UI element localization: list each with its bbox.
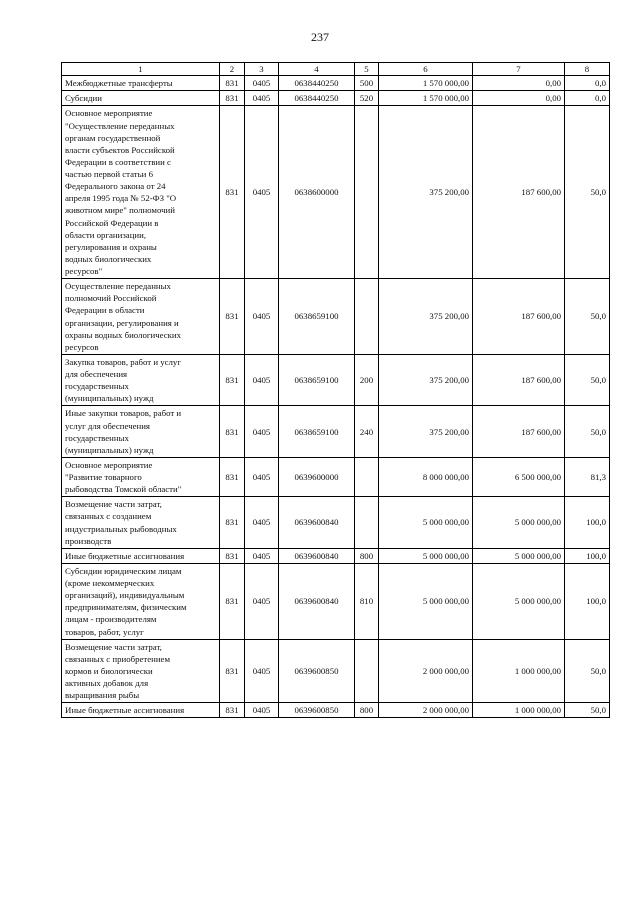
target-article-cell: 0638659100: [279, 354, 355, 406]
percent-cell: 100,0: [565, 497, 610, 549]
expense-type-cell: 200: [355, 354, 379, 406]
planned-amount-cell: 8 000 000,00: [379, 457, 473, 496]
executed-amount-cell: 0,00: [473, 91, 565, 106]
planned-amount-cell: 5 000 000,00: [379, 497, 473, 549]
percent-cell: 50,0: [565, 354, 610, 406]
column-header: 2: [220, 63, 245, 76]
row-name-cell: [62, 563, 220, 639]
row-name-text: Основное мероприятие "Осуществление переданных органам государственной власти субъектов Российской Федерации в соответствии с частью первой статьи 6 Федерального закона от 24 апреля 1995 года № 52-ФЗ "О животном мире" полномочий Российской Федерации в области организации, регулирования и охраны водных биологических ресурсов": [65, 108, 177, 276]
expense-type-cell: [355, 497, 379, 549]
row-name-cell: [62, 639, 220, 703]
percent-cell: 0,0: [565, 91, 610, 106]
expense-type-cell: 240: [355, 406, 379, 458]
section-cell: 0405: [245, 563, 279, 639]
table-row: [62, 91, 610, 106]
table-row: [62, 354, 610, 406]
planned-amount-cell: 5 000 000,00: [379, 548, 473, 563]
row-name-cell: [62, 548, 220, 563]
section-cell: 0405: [245, 703, 279, 718]
target-article-cell: 0638440250: [279, 76, 355, 91]
executed-amount-cell: 1 000 000,00: [473, 639, 565, 703]
target-article-cell: 0639600840: [279, 548, 355, 563]
code-cell: 831: [220, 279, 245, 355]
code-cell: 831: [220, 703, 245, 718]
row-name-text: Иные бюджетные ассигнования: [65, 550, 185, 561]
row-name-text: Закупка товаров, работ и услуг для обеспечения государственных (муниципальных) нужд: [65, 356, 181, 404]
percent-cell: 50,0: [565, 639, 610, 703]
target-article-cell: 0638659100: [279, 279, 355, 355]
section-cell: 0405: [245, 106, 279, 279]
table-row: [62, 406, 610, 458]
row-name-cell: [62, 497, 220, 549]
row-name-text: Субсидии: [65, 93, 102, 104]
table-row: [62, 563, 610, 639]
planned-amount-cell: 2 000 000,00: [379, 703, 473, 718]
executed-amount-cell: 187 600,00: [473, 354, 565, 406]
row-name-cell: [62, 457, 220, 496]
expense-type-cell: 520: [355, 91, 379, 106]
percent-cell: 0,0: [565, 76, 610, 91]
row-name-cell: [62, 406, 220, 458]
column-header: 3: [245, 63, 279, 76]
row-name-text: Возмещение части затрат, связанных с созданием индустриальных рыбоводных производств: [65, 499, 177, 546]
budget-table: [61, 62, 610, 718]
table-row: [62, 639, 610, 703]
code-cell: 831: [220, 497, 245, 549]
section-cell: 0405: [245, 91, 279, 106]
executed-amount-cell: 6 500 000,00: [473, 457, 565, 496]
executed-amount-cell: 0,00: [473, 76, 565, 91]
code-cell: 831: [220, 563, 245, 639]
percent-cell: 100,0: [565, 548, 610, 563]
code-cell: 831: [220, 91, 245, 106]
section-cell: 0405: [245, 639, 279, 703]
planned-amount-cell: 2 000 000,00: [379, 639, 473, 703]
row-name-text: Иные бюджетные ассигнования: [65, 705, 185, 716]
table-row: [62, 279, 610, 355]
row-name-cell: [62, 91, 220, 106]
executed-amount-cell: 5 000 000,00: [473, 497, 565, 549]
column-header: 6: [379, 63, 473, 76]
planned-amount-cell: 5 000 000,00: [379, 563, 473, 639]
row-name-text: Иные закупки товаров, работ и услуг для обеспечения государственных (муниципальных) нужд: [65, 408, 182, 455]
row-name-text: Основное мероприятие "Развитие товарного рыбоводства Томской области": [65, 459, 182, 495]
target-article-cell: 0639600850: [279, 703, 355, 718]
row-name-text: Межбюджетные трансферты: [65, 78, 173, 89]
section-cell: 0405: [245, 279, 279, 355]
code-cell: 831: [220, 639, 245, 703]
expense-type-cell: 800: [355, 548, 379, 563]
expense-type-cell: [355, 106, 379, 279]
row-name-text: Осуществление переданных полномочий Российской Федерации в области организации, регулирования и охраны водных биологических ресурсов: [65, 281, 182, 352]
column-header: 4: [279, 63, 355, 76]
table-body: [62, 76, 610, 718]
code-cell: 831: [220, 406, 245, 458]
row-name-cell: [62, 354, 220, 406]
expense-type-cell: [355, 457, 379, 496]
section-cell: 0405: [245, 406, 279, 458]
percent-cell: 81,3: [565, 457, 610, 496]
section-cell: 0405: [245, 548, 279, 563]
section-cell: 0405: [245, 497, 279, 549]
expense-type-cell: [355, 279, 379, 355]
executed-amount-cell: 187 600,00: [473, 406, 565, 458]
executed-amount-cell: 5 000 000,00: [473, 563, 565, 639]
section-cell: 0405: [245, 354, 279, 406]
target-article-cell: 0639600850: [279, 639, 355, 703]
column-header: 7: [473, 63, 565, 76]
executed-amount-cell: 1 000 000,00: [473, 703, 565, 718]
expense-type-cell: [355, 639, 379, 703]
page-number: 237: [311, 30, 329, 44]
section-cell: 0405: [245, 76, 279, 91]
code-cell: 831: [220, 106, 245, 279]
row-name-text: Возмещение части затрат, связанных с приобретением кормов и биологически активных добавок для выращивания рыбы: [65, 641, 171, 701]
table-row: [62, 548, 610, 563]
percent-cell: 50,0: [565, 406, 610, 458]
target-article-cell: 0638659100: [279, 406, 355, 458]
executed-amount-cell: 187 600,00: [473, 106, 565, 279]
row-name-cell: [62, 106, 220, 279]
row-name-cell: [62, 703, 220, 718]
section-cell: 0405: [245, 457, 279, 496]
row-name-cell: [62, 76, 220, 91]
percent-cell: 50,0: [565, 279, 610, 355]
target-article-cell: 0639600840: [279, 563, 355, 639]
expense-type-cell: 810: [355, 563, 379, 639]
target-article-cell: 0638440250: [279, 91, 355, 106]
planned-amount-cell: 1 570 000,00: [379, 91, 473, 106]
expense-type-cell: 500: [355, 76, 379, 91]
planned-amount-cell: 375 200,00: [379, 406, 473, 458]
row-name-cell: [62, 279, 220, 355]
planned-amount-cell: 375 200,00: [379, 279, 473, 355]
target-article-cell: 0639600840: [279, 497, 355, 549]
code-cell: 831: [220, 548, 245, 563]
planned-amount-cell: 1 570 000,00: [379, 76, 473, 91]
executed-amount-cell: 187 600,00: [473, 279, 565, 355]
percent-cell: 100,0: [565, 563, 610, 639]
code-cell: 831: [220, 76, 245, 91]
expense-type-cell: 800: [355, 703, 379, 718]
code-cell: 831: [220, 354, 245, 406]
table-header-row: [62, 63, 610, 76]
executed-amount-cell: 5 000 000,00: [473, 548, 565, 563]
column-header: 5: [355, 63, 379, 76]
table-row: [62, 497, 610, 549]
column-header: 1: [62, 63, 220, 76]
row-name-text: Субсидии юридическим лицам (кроме некоммерческих организаций), индивидуальным предпринимателям, физическим лицам - производителям товаров, работ, услуг: [65, 565, 187, 637]
table-row: [62, 76, 610, 91]
target-article-cell: 0638600000: [279, 106, 355, 279]
percent-cell: 50,0: [565, 106, 610, 279]
planned-amount-cell: 375 200,00: [379, 106, 473, 279]
planned-amount-cell: 375 200,00: [379, 354, 473, 406]
column-header: 8: [565, 63, 610, 76]
table-row: [62, 106, 610, 279]
table-row: [62, 457, 610, 496]
table-row: [62, 703, 610, 718]
target-article-cell: 0639600000: [279, 457, 355, 496]
percent-cell: 50,0: [565, 703, 610, 718]
code-cell: 831: [220, 457, 245, 496]
